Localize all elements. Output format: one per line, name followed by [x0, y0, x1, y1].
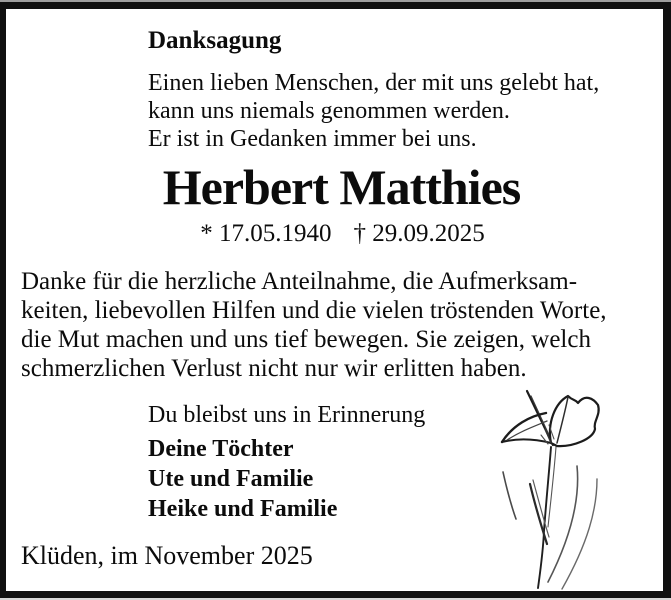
thanks-line: keiten, liebevollen Hilfen und die vielen tröstenden Worte,: [21, 297, 607, 324]
intro-verse-line: kann uns niemals genommen werden.: [148, 98, 510, 124]
calla-lily-sketch-icon: [485, 381, 613, 593]
scan-edge-top: [0, 0, 671, 2]
remembrance-line: Du bleibst uns in Erinnerung: [148, 402, 426, 428]
birth-date: * 17.05.1940: [200, 220, 332, 247]
thanks-line: Danke für die herzliche Anteilnahme, die Aufmerksam-: [21, 268, 578, 295]
thanks-line: schmerzlichen Verlust nicht nur wir erlitten haben.: [21, 355, 527, 382]
intro-verse-line: Er ist in Gedanken immer bei uns.: [148, 126, 477, 152]
family-line: Ute und Familie: [148, 466, 314, 492]
family-line: Deine Töchter: [148, 436, 294, 462]
place-date-line: Klüden, im November 2025: [21, 541, 313, 570]
intro-verse: [148, 69, 599, 153]
intro-verse-line: Einen lieben Menschen, der mit uns gelebt hat,: [148, 70, 600, 96]
family-line: Heike und Familie: [148, 496, 338, 522]
death-date: † 29.09.2025: [353, 220, 485, 247]
thanks-paragraph: [21, 267, 607, 383]
deceased-name: Herbert Matthies: [162, 159, 521, 215]
thanks-line: die Mut machen und uns tief bewegen. Sie zeigen, welch: [21, 326, 591, 353]
life-dates: [0, 219, 671, 249]
card-title: Danksagung: [148, 27, 282, 54]
family-signature: [148, 434, 337, 524]
